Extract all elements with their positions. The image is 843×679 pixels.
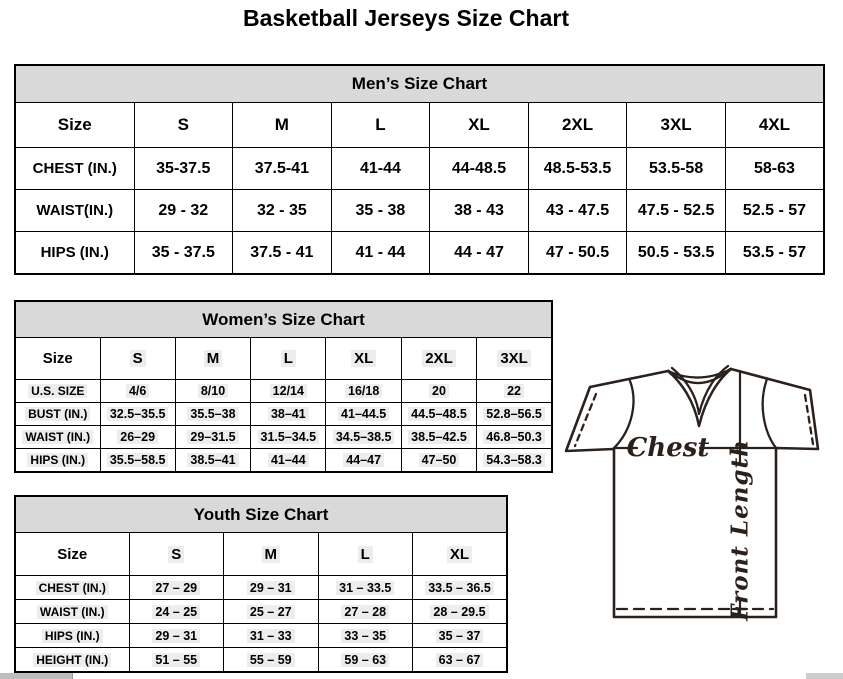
row-label: WAIST (IN.) — [15, 426, 100, 449]
table-row — [15, 624, 507, 648]
cell: 51 – 55 — [129, 648, 224, 673]
cell: 38.5–41 — [175, 449, 250, 473]
table-row — [15, 190, 824, 232]
cell: 55 – 59 — [224, 648, 319, 673]
size-header-row — [15, 338, 552, 380]
col-header: L — [318, 533, 413, 576]
cell: 29 – 31 — [129, 624, 224, 648]
cell: 58-63 — [725, 148, 824, 190]
cell: 41–44 — [251, 449, 326, 473]
cell: 33 – 35 — [318, 624, 413, 648]
row-label: BUST (IN.) — [15, 403, 100, 426]
cell: 35 - 38 — [331, 190, 430, 232]
page-title: Basketball Jerseys Size Chart — [242, 5, 569, 31]
col-header: XL — [413, 533, 508, 576]
cell: 35.5–58.5 — [100, 449, 175, 473]
collar-v-inner — [672, 366, 728, 414]
row-label: HIPS (IN.) — [15, 449, 100, 473]
cell: 38–41 — [251, 403, 326, 426]
cell: 44 - 47 — [430, 232, 529, 275]
mens-size-chart — [14, 64, 825, 275]
cell: 31 – 33 — [224, 624, 319, 648]
cell: 26–29 — [100, 426, 175, 449]
col-header: L — [251, 338, 326, 380]
jersey-measurement-diagram — [560, 362, 843, 624]
col-header: 2XL — [401, 338, 476, 380]
cell: 31 – 33.5 — [318, 576, 413, 600]
row-label: HIPS (IN.) — [15, 624, 129, 648]
cell: 44.5–48.5 — [401, 403, 476, 426]
horizontal-scrollbar-thumb[interactable] — [0, 673, 73, 679]
cell: 29–31.5 — [175, 426, 250, 449]
cell: 8/10 — [175, 380, 250, 403]
cell: 32.5–35.5 — [100, 403, 175, 426]
cell: 44-48.5 — [430, 148, 529, 190]
cell: 52.5 - 57 — [725, 190, 824, 232]
col-header: XL — [326, 338, 401, 380]
cell: 47–50 — [401, 449, 476, 473]
cell: 31.5–34.5 — [251, 426, 326, 449]
table-row — [15, 600, 507, 624]
size-label: Size — [15, 338, 100, 380]
col-header: M — [175, 338, 250, 380]
cell: 28 – 29.5 — [413, 600, 508, 624]
table-row — [15, 449, 552, 473]
col-header: M — [233, 103, 332, 148]
youth-size-chart — [14, 495, 508, 673]
cell: 41-44 — [331, 148, 430, 190]
size-label: Size — [15, 103, 134, 148]
row-label: WAIST (IN.) — [15, 600, 129, 624]
table-row — [15, 576, 507, 600]
cell: 22 — [477, 380, 552, 403]
cell: 47.5 - 52.5 — [627, 190, 726, 232]
cell: 27 – 29 — [129, 576, 224, 600]
col-header: 4XL — [725, 103, 824, 148]
size-header-row — [15, 103, 824, 148]
cell: 27 – 28 — [318, 600, 413, 624]
col-header: 3XL — [477, 338, 552, 380]
chest-label: Chest — [626, 433, 710, 463]
col-header: S — [100, 338, 175, 380]
cell: 53.5 - 57 — [725, 232, 824, 275]
col-header: S — [134, 103, 233, 148]
table-row — [15, 148, 824, 190]
row-label: CHEST (IN.) — [15, 148, 134, 190]
col-header: XL — [430, 103, 529, 148]
cell: 25 – 27 — [224, 600, 319, 624]
table-row — [15, 426, 552, 449]
cell: 38.5–42.5 — [401, 426, 476, 449]
row-label: WAIST(IN.) — [15, 190, 134, 232]
cell: 33.5 – 36.5 — [413, 576, 508, 600]
row-label: HIPS (IN.) — [15, 232, 134, 275]
cell: 37.5 - 41 — [233, 232, 332, 275]
cell: 24 – 25 — [129, 600, 224, 624]
cell: 35 - 37.5 — [134, 232, 233, 275]
horizontal-scrollbar-corner[interactable] — [806, 673, 843, 679]
cell: 46.8–50.3 — [477, 426, 552, 449]
col-header: S — [129, 533, 224, 576]
row-label: U.S. SIZE — [15, 380, 100, 403]
cell: 52.8–56.5 — [477, 403, 552, 426]
cell: 44–47 — [326, 449, 401, 473]
cell: 59 – 63 — [318, 648, 413, 673]
cell: 20 — [401, 380, 476, 403]
table-row — [15, 232, 824, 275]
cell: 29 – 31 — [224, 576, 319, 600]
cell: 4/6 — [100, 380, 175, 403]
col-header: L — [331, 103, 430, 148]
chart-title: Men’s Size Chart — [15, 65, 824, 103]
cell: 54.3–58.3 — [477, 449, 552, 473]
cell: 37.5-41 — [233, 148, 332, 190]
womens-size-chart — [14, 300, 553, 473]
cell: 43 - 47.5 — [528, 190, 627, 232]
cell: 41 - 44 — [331, 232, 430, 275]
cell: 35 – 37 — [413, 624, 508, 648]
cell: 50.5 - 53.5 — [627, 232, 726, 275]
row-label: HEIGHT (IN.) — [15, 648, 129, 673]
chart-title: Youth Size Chart — [15, 496, 507, 533]
cell: 29 - 32 — [134, 190, 233, 232]
cell: 38 - 43 — [430, 190, 529, 232]
table-row — [15, 648, 507, 673]
front-length-label: Front Length — [726, 439, 754, 621]
size-header-row — [15, 533, 507, 576]
right-armhole-seam — [763, 379, 776, 448]
table-row — [15, 403, 552, 426]
cell: 34.5–38.5 — [326, 426, 401, 449]
cell: 47 - 50.5 — [528, 232, 627, 275]
cell: 35-37.5 — [134, 148, 233, 190]
cell: 41–44.5 — [326, 403, 401, 426]
table-row — [15, 380, 552, 403]
cell: 48.5-53.5 — [528, 148, 627, 190]
cell: 35.5–38 — [175, 403, 250, 426]
col-header: 3XL — [627, 103, 726, 148]
col-header: M — [224, 533, 319, 576]
chart-title: Women’s Size Chart — [15, 301, 552, 338]
cell: 63 – 67 — [413, 648, 508, 673]
cell: 32 - 35 — [233, 190, 332, 232]
size-label: Size — [15, 533, 129, 576]
cell: 16/18 — [326, 380, 401, 403]
cell: 53.5-58 — [627, 148, 726, 190]
cell: 12/14 — [251, 380, 326, 403]
col-header: 2XL — [528, 103, 627, 148]
row-label: CHEST (IN.) — [15, 576, 129, 600]
